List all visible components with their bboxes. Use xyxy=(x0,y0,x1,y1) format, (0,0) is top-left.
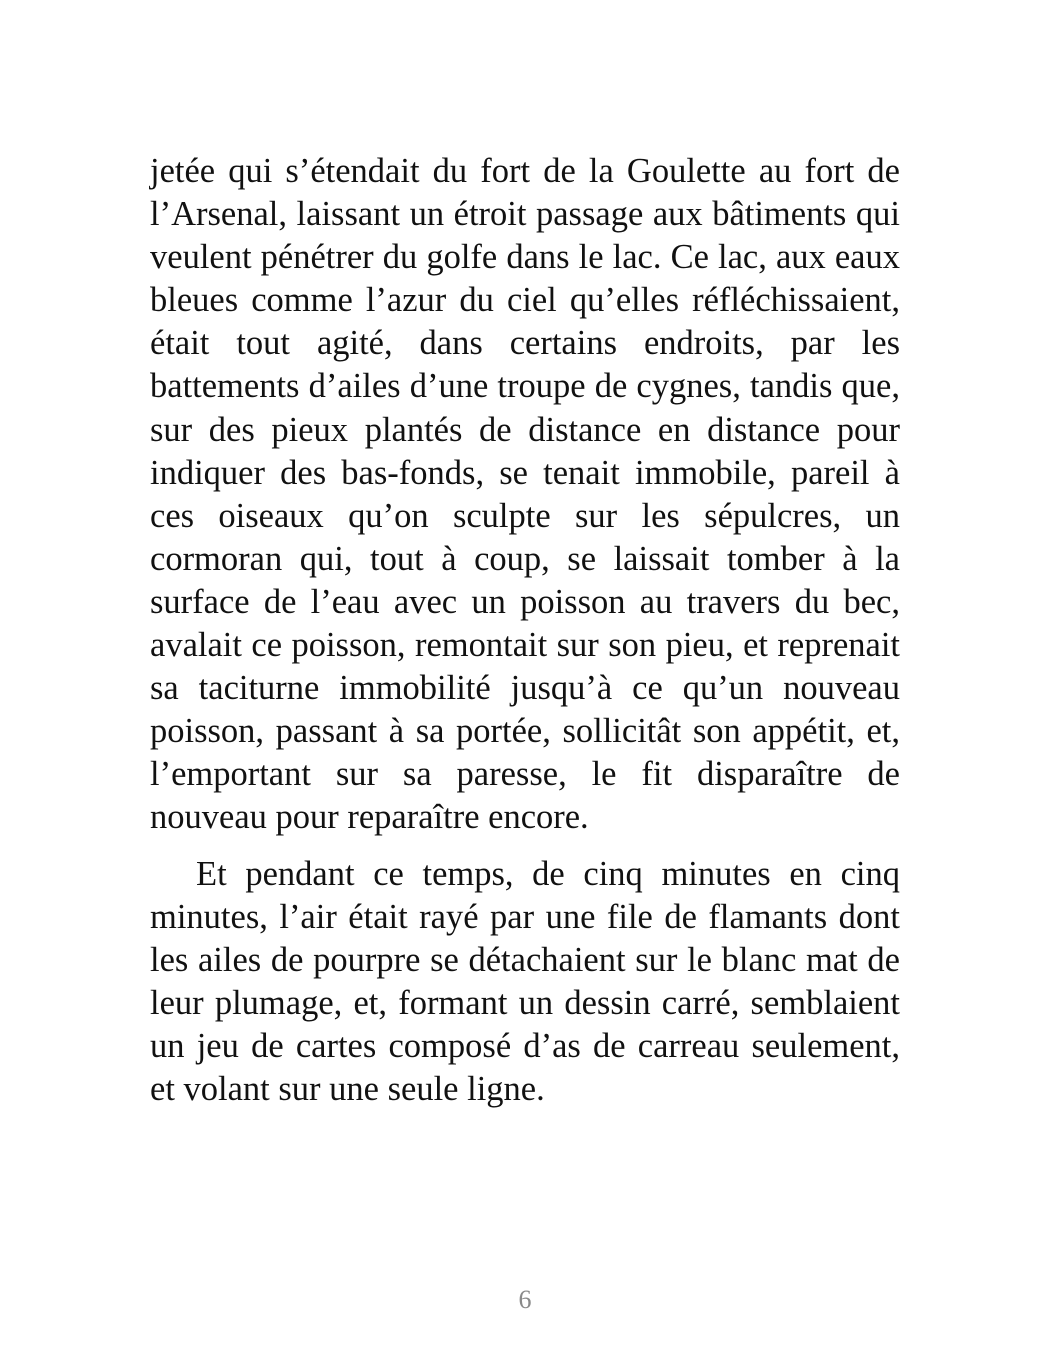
paragraph-flamants: Et pendant ce temps, de cinq minutes en cinq minutes, l’air était rayé par une file de flamants dont les ailes de pourpre se détachaient sur le blanc mat de leur plumage, et, formant un dessin carré, semblaient un jeu de cartes composé d’as de carreau seulement, et volant sur une seule ligne. xyxy=(150,854,900,1108)
page-number: 6 xyxy=(518,1285,532,1314)
paragraph-continuation: jetée qui s’étendait du fort de la Goulette au fort de l’Arsenal, laissant un étroit passage aux bâtiments qui veulent pénétrer du golfe dans le lac. Ce lac, aux eaux bleues comme l’azur du ciel qu’elles réfléchissaient, était tout agité, dans certains endroits, par les battements d’ailes d’une troupe de cygnes, tandis que, sur des pieux plantés de distance en distance pour indiquer des bas-fonds, se tenait immobile, pareil à ces oiseaux qu’on sculpte sur les sépulcres, un cormoran qui, tout à coup, se laissait tomber à la surface de l’eau avec un poisson au travers du bec, avalait ce poisson, remontait sur son pieu, et reprenait sa taciturne immobilité jusqu’à ce qu’un nouveau poisson, passant à sa portée, sollicitât son appétit, et, l’emportant sur sa paresse, le fit disparaître de nouveau pour reparaître encore. xyxy=(150,152,900,837)
page-body xyxy=(150,150,900,1111)
